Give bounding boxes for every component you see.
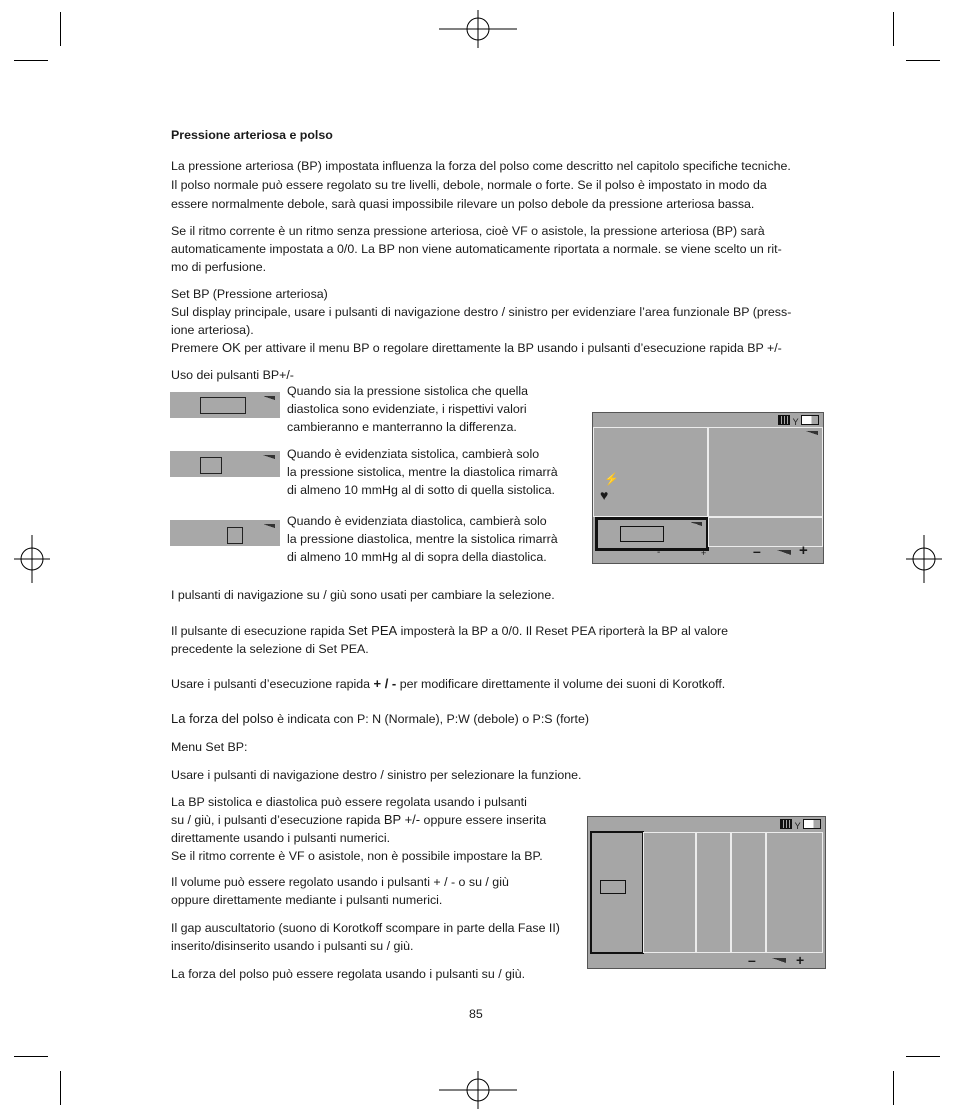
forza-text: è indicata con P: N (Normale), P:W (debole) o P:S (forte): [273, 712, 590, 726]
menu-p2-line-3: direttamente usando i pulsanti numerici.: [171, 831, 391, 845]
uso-item1-line-2: diastolica sono evidenziate, i rispettivi valori: [287, 402, 527, 416]
signal-icon: [263, 396, 275, 400]
premere-rest-text: per attivare il menu BP o regolare direttamente la BP usando i pulsanti d’esecuzione rapida BP +/-: [240, 341, 782, 355]
set-bp-premere-line: [171, 339, 782, 357]
signal-bars-icon: [780, 819, 792, 829]
minus-small-label: -: [657, 547, 661, 558]
uso-item2-line-2: la pressione sistolica, mentre la diastolica rimarrà: [287, 465, 558, 479]
bp-strip-both-highlighted: [170, 392, 280, 418]
menu-p2-line-2: [171, 811, 546, 829]
battery-icon: [801, 415, 819, 425]
left-upper-pane: [593, 427, 708, 517]
menu-p4-line-1: Il gap auscultatorio (suono di Korotkoff scompare in parte della Fase II): [171, 921, 560, 935]
plus-small-label: +: [701, 548, 707, 558]
plus-button[interactable]: +: [799, 542, 808, 559]
uso-item3-line-2: la pressione diastolica, mentre la sistolica rimarrà: [287, 532, 558, 546]
volume-line: [171, 675, 725, 693]
bp-strip-systolic-highlighted: [170, 451, 280, 477]
set-pea-label: Set PEA: [348, 623, 398, 638]
menu-p3-line-1: Il volume può essere regolato usando i pulsanti + / - o su / giù: [171, 875, 509, 889]
menu-p2-rest: oppure essere inserita: [420, 813, 547, 827]
battery-icon: [803, 819, 821, 829]
pea-line-2: precedente la selezione di Set PEA.: [171, 642, 369, 656]
signal-icon: [690, 522, 702, 526]
minus-button[interactable]: –: [753, 543, 761, 559]
menu-p2-text: su / giù, i pulsanti d’esecuzione rapida: [171, 813, 384, 827]
menu-value-box: [600, 880, 626, 894]
bp-strip-diastolic-highlighted: [170, 520, 280, 546]
menu-p1: Usare i pulsanti di navigazione destro / sinistro per selezionare la funzione.: [171, 768, 582, 782]
section-title: Pressione arteriosa e polso: [171, 128, 333, 142]
menu-p2-line-1: La BP sistolica e diastolica può essere regolata usando i pulsanti: [171, 795, 527, 809]
forza-label: La forza del polso: [171, 711, 274, 726]
uso-item3-line-1: Quando è evidenziata diastolica, cambierà solo: [287, 514, 547, 528]
signal-icon: [263, 524, 275, 528]
menu-p4-line-2: inserito/disinserito usando i pulsanti su / giù.: [171, 939, 414, 953]
registration-mark-top: [439, 10, 517, 48]
plus-minus-label: + / -: [373, 676, 397, 691]
paragraph-1-line-3: essere normalmente debole, sarà quasi impossibile rilevare un polso debole da pressione arteriosa bassa.: [171, 197, 755, 211]
uso-item3-line-3: di almeno 10 mmHg al di sopra della diastolica.: [287, 550, 547, 564]
monitor-display-main: [592, 412, 824, 564]
uso-item2-line-3: di almeno 10 mmHg al di sotto di quella sistolica.: [287, 483, 555, 497]
menu-heading: Menu Set BP:: [171, 740, 248, 754]
monitor-display-menu: [587, 816, 826, 969]
uso-heading: Uso dei pulsanti BP+/-: [171, 368, 294, 382]
volume-rest-text: per modificare direttamente il volume dei suoni di Korotkoff.: [396, 677, 726, 691]
premere-text: Premere: [171, 341, 222, 355]
status-icons: [778, 415, 819, 427]
diastolic-box: [227, 527, 243, 544]
menu-column-1: [590, 831, 644, 954]
menu-p5: La forza del polso può essere regolata usando i pulsanti su / giù.: [171, 967, 526, 981]
bp-value-box: [620, 526, 664, 542]
menu-p3-line-2: oppure direttamente mediante i pulsanti numerici.: [171, 893, 443, 907]
menu-column-2: [643, 832, 696, 953]
registration-mark-left: [14, 535, 50, 583]
bp-value-box: [200, 397, 246, 414]
minus-button[interactable]: –: [748, 952, 756, 968]
pea-rest-text: imposterà la BP a 0/0. Il Reset PEA riporterà la BP al valore: [397, 624, 728, 638]
bp-plus-minus-label: BP +/-: [383, 812, 421, 827]
pea-line-1: [171, 622, 728, 640]
menu-column-3: [696, 832, 731, 953]
registration-mark-right: [906, 535, 942, 583]
nav-text: I pulsanti di navigazione su / giù sono usati per cambiare la selezione.: [171, 588, 555, 602]
volume-icon: [777, 550, 791, 555]
forza-line: [171, 710, 589, 728]
menu-column-4: [731, 832, 766, 953]
menu-column-5: [766, 832, 823, 953]
status-icons: [780, 819, 821, 831]
bp-area-highlighted: [595, 517, 709, 551]
plus-button[interactable]: +: [796, 952, 805, 968]
paragraph-2-line-2: automaticamente impostata a 0/0. La BP non viene automaticamente riportata a normale. se viene scelto un rit-: [171, 242, 782, 256]
uso-item1-line-3: cambieranno e manterranno la differenza.: [287, 420, 517, 434]
defib-icon: ⚡: [604, 472, 619, 486]
right-upper-pane: [708, 427, 823, 517]
menu-p2-line-4: Se il ritmo corrente è VF o asistole, non è possibile impostare la BP.: [171, 849, 543, 863]
paragraph-2-line-3: mo di perfusione.: [171, 260, 267, 274]
heart-icon: ♥: [600, 487, 609, 503]
antenna-icon: Y: [794, 821, 801, 831]
signal-icon: [806, 431, 818, 435]
uso-item1-line-1: Quando sia la pressione sistolica che quella: [287, 384, 529, 398]
set-bp-heading: Set BP (Pressione arteriosa): [171, 287, 328, 301]
paragraph-1-line-1: La pressione arteriosa (BP) impostata influenza la forza del polso come descritto nel capitolo specifiche tecniche.: [171, 159, 791, 173]
antenna-icon: Y: [792, 417, 799, 427]
registration-mark-bottom: [439, 1071, 517, 1109]
systolic-box: [200, 457, 222, 474]
paragraph-1-line-2: Il polso normale può essere regolato su tre livelli, debole, normale o forte. Se il polso è impostato in modo da: [171, 178, 767, 192]
pea-text: Il pulsante di esecuzione rapida: [171, 624, 349, 638]
volume-text: Usare i pulsanti d’esecuzione rapida: [171, 677, 374, 691]
ok-key-label: OK: [221, 340, 241, 355]
signal-bars-icon: [778, 415, 790, 425]
set-bp-line-1: Sul display principale, usare i pulsanti di navigazione destro / sinistro per evidenziare l’area funzionale BP (press-: [171, 305, 792, 319]
set-bp-line-2: ione arteriosa).: [171, 323, 254, 337]
signal-icon: [263, 455, 275, 459]
paragraph-2-line-1: Se il ritmo corrente è un ritmo senza pressione arteriosa, cioè VF o asistole, la pressione arteriosa (BP) sarà: [171, 224, 765, 238]
volume-icon: [772, 958, 786, 963]
uso-item2-line-1: Quando è evidenziata sistolica, cambierà solo: [287, 447, 540, 461]
page-number: 85: [469, 1007, 483, 1021]
